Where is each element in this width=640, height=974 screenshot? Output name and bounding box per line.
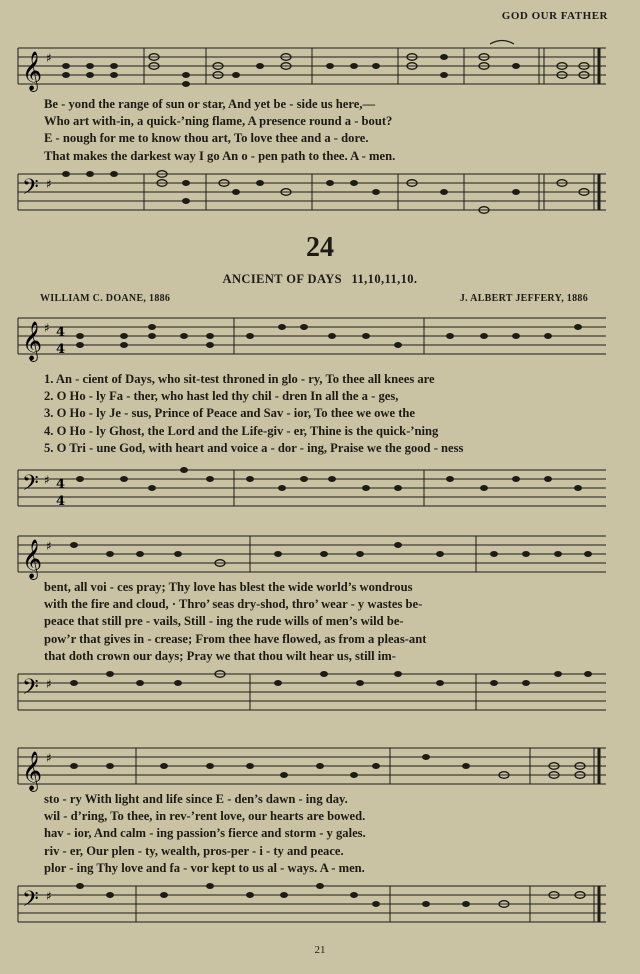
svg-text:♯: ♯ (46, 677, 52, 691)
lyric-line: with the fire and cloud, · Thro’ seas dry-shod, thro’ wear - y wastes be- (44, 597, 423, 612)
lyric-line: Be - yond the range of sun or star, And yet be - side us here,— (44, 97, 376, 111)
svg-text:𝄞: 𝄞 (22, 539, 43, 579)
svg-text:𝄢: 𝄢 (22, 675, 39, 705)
lyric-line: hav - ior, And calm - ing passion’s fierce and storm - y gales. (44, 826, 366, 841)
lyric-line: E - nough for me to know thou art, To love thee and a - dore. (44, 131, 369, 146)
system-2-bass-staff (14, 664, 610, 722)
svg-text:4: 4 (56, 494, 66, 509)
svg-text:♯: ♯ (46, 751, 52, 765)
hymn-title-line (0, 272, 640, 287)
hymn-title: ANCIENT OF DAYS (222, 272, 342, 286)
lyric-line: plor - ing Thy love and fa - vor kept to us al - ways. A - men. (44, 860, 365, 875)
system-1-treble-staff (14, 306, 610, 370)
svg-text:♯: ♯ (44, 473, 50, 487)
hymn-23-lyrics (44, 96, 610, 165)
system-3-bass-staff (14, 876, 610, 934)
words-credit: WILLIAM C. DOANE, 1886 (40, 293, 171, 304)
svg-text:𝄞: 𝄞 (22, 321, 43, 361)
hymn-23-treble-staff (14, 38, 610, 98)
system-3-treble-staff (14, 738, 610, 796)
music-credit: J. ALBERT JEFFERY, 1886 (459, 293, 588, 304)
system-1-lyrics (44, 371, 610, 457)
svg-text:♯: ♯ (46, 177, 52, 191)
system-2-lyrics (44, 579, 610, 665)
lyric-line: riv - er, Our plen - ty, wealth, pros-per - i - ty and peace. (44, 843, 344, 858)
svg-text:♯: ♯ (46, 889, 52, 903)
lyric-line: that doth crown our days; Pray we that thou wilt hear us, still im- (44, 648, 396, 663)
lyric-line: Who art with-in, a quick-’ning flame, A presence round a - bout? (44, 114, 393, 129)
hymn-number: 24 (306, 232, 334, 263)
lyric-line: 3. O Ho - ly Je - sus, Prince of Peace and Sav - ior, To thee we owe the (44, 406, 416, 421)
lyric-line: 4. O Ho - ly Ghost, the Lord and the Life-giv - er, Thine is the quick-’ning (44, 423, 439, 438)
svg-text:𝄢: 𝄢 (22, 175, 39, 205)
svg-text:𝄞: 𝄞 (22, 751, 43, 791)
page-number: 21 (314, 944, 326, 956)
section-header: GOD OUR FATHER (501, 10, 608, 22)
lyric-line: That makes the darkest way I go An o - pen path to thee. A - men. (44, 148, 396, 163)
system-1-bass-staff (14, 460, 610, 518)
svg-text:𝄢: 𝄢 (22, 887, 39, 917)
lyric-line: sto - ry With light and life since E - den’s dawn - ing day. (44, 792, 348, 806)
svg-text:𝄢: 𝄢 (22, 471, 39, 501)
hymn-23-bass-staff (14, 164, 610, 224)
lyric-line: wil - d’ring, To thee, in rev-’rent love, our hearts are bowed. (44, 809, 366, 824)
system-3-lyrics (44, 791, 610, 877)
lyric-line: pow’r that gives in - crease; From thee have flowed, as from a pleas-ant (44, 631, 427, 646)
system-2-treble-staff (14, 526, 610, 584)
lyric-line: bent, all voi - ces pray; Thy love has blest the wide world’s wondrous (44, 580, 413, 594)
lyric-line: 2. O Ho - ly Fa - ther, who hast led thy chil - dren In all the a - ges, (44, 389, 399, 404)
lyric-line: peace that still pre - vails, Still - ing the rude wills of men’s wild be- (44, 614, 404, 629)
lyric-line: 5. O Tri - une God, with heart and voice a - dor - ing, Praise we the good - ness (44, 440, 464, 455)
svg-text:♯: ♯ (46, 51, 52, 65)
svg-text:𝄞: 𝄞 (22, 51, 43, 91)
svg-text:♯: ♯ (44, 321, 50, 335)
hymn-meter: 11,10,11,10. (351, 272, 418, 286)
svg-text:4: 4 (56, 342, 66, 357)
svg-text:4: 4 (56, 325, 66, 340)
svg-text:♯: ♯ (46, 539, 52, 553)
lyric-line: 1. An - cient of Days, who sit-test throned in glo - ry, To thee all knees are (44, 372, 435, 386)
svg-text:4: 4 (56, 477, 66, 492)
